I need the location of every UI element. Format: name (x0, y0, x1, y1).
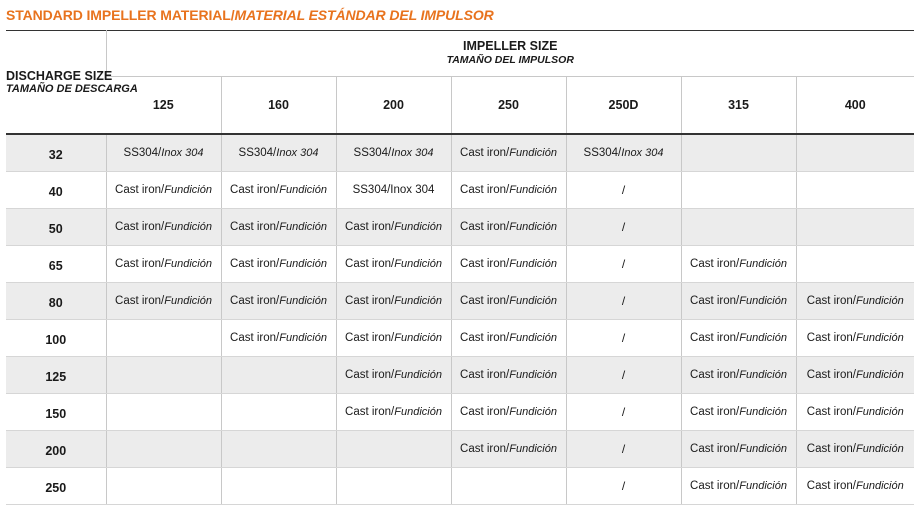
material-english: Cast iron/ (690, 369, 740, 381)
material-cell (336, 209, 451, 246)
material-cell (451, 246, 566, 283)
discharge-size-cell: 50 (6, 209, 106, 246)
material-cell (451, 357, 566, 394)
material-spanish: Fundición (509, 221, 557, 233)
material-cell (796, 357, 914, 394)
material-cell (566, 209, 681, 246)
material-english: Cast iron/ (230, 258, 280, 270)
material-english: Cast iron/ (115, 184, 165, 196)
material-english: Cast iron/ (460, 332, 510, 344)
material-cell (336, 468, 451, 505)
material-spanish: Fundición (509, 258, 557, 270)
table-row (6, 394, 914, 431)
material-cell (106, 468, 221, 505)
material-cell (336, 431, 451, 468)
material-cell (796, 394, 914, 431)
material-cell (796, 246, 914, 283)
material-cell (796, 320, 914, 357)
material-english: / (621, 294, 626, 308)
material-spanish: Fundición (279, 184, 327, 196)
material-spanish: Fundición (856, 369, 904, 381)
discharge-size-label-en: DISCHARGE SIZE (6, 68, 113, 83)
table-row (6, 468, 914, 505)
material-english: Cast iron/ (690, 443, 740, 455)
material-cell (336, 246, 451, 283)
material-cell (796, 431, 914, 468)
material-spanish: Fundición (739, 369, 787, 381)
material-cell (336, 320, 451, 357)
material-cell (106, 394, 221, 431)
material-cell (796, 468, 914, 505)
material-cell (681, 394, 796, 431)
material-spanish: Fundición (394, 406, 442, 418)
material-spanish: Fundición (509, 147, 557, 159)
material-english: Cast iron/ (806, 332, 856, 344)
discharge-size-cell: 80 (6, 283, 106, 320)
material-english: Cast iron/ (460, 184, 510, 196)
material-english: / (621, 442, 626, 456)
discharge-size-cell: 40 (6, 172, 106, 209)
material-cell (221, 283, 336, 320)
material-cell (106, 320, 221, 357)
material-english: Cast iron/ (460, 147, 510, 159)
material-english: Cast iron/ (115, 258, 165, 270)
material-cell (566, 468, 681, 505)
material-spanish: Fundición (856, 406, 904, 418)
material-english: SS304/ (583, 147, 622, 159)
material-spanish: Inox 304 (391, 147, 434, 159)
discharge-size-cell: 125 (6, 357, 106, 394)
table-row (6, 283, 914, 320)
material-english: Cast iron/ (345, 295, 395, 307)
material-cell (221, 431, 336, 468)
material-cell (221, 246, 336, 283)
material-cell (221, 394, 336, 431)
column-header: 250D (566, 76, 681, 134)
material-spanish: Fundición (164, 221, 212, 233)
material-english: Cast iron/ (345, 406, 395, 418)
material-cell (221, 320, 336, 357)
material-spanish: Fundición (739, 258, 787, 270)
material-english: Cast iron/ (230, 221, 280, 233)
material-english: Cast iron/ (806, 295, 856, 307)
discharge-size-cell: 200 (6, 431, 106, 468)
table-title (6, 7, 494, 23)
discharge-size-cell: 65 (6, 246, 106, 283)
material-english: Cast iron/ (690, 480, 740, 492)
material-cell (681, 431, 796, 468)
material-english: Cast iron/ (806, 443, 856, 455)
impeller-size-label-en: IMPELLER SIZE (463, 39, 558, 54)
material-spanish: Fundición (279, 258, 327, 270)
material-cell (796, 283, 914, 320)
material-english: Cast iron/ (806, 406, 856, 418)
column-header: 200 (336, 76, 451, 134)
material-cell (681, 320, 796, 357)
material-cell (566, 394, 681, 431)
material-cell (566, 134, 681, 172)
material-english: Cast iron/ (460, 258, 510, 270)
material-spanish: Fundición (856, 295, 904, 307)
material-english: Cast iron/ (690, 406, 740, 418)
impeller-size-columns (6, 76, 914, 134)
material-cell (566, 246, 681, 283)
material-cell (106, 134, 221, 172)
material-spanish: Inox 304 (276, 147, 319, 159)
material-cell (221, 134, 336, 172)
material-spanish: Fundición (394, 332, 442, 344)
material-spanish: Fundición (279, 332, 327, 344)
discharge-size-cell: 150 (6, 394, 106, 431)
material-cell (451, 209, 566, 246)
material-cell (451, 172, 566, 209)
material-cell (796, 172, 914, 209)
column-header: 160 (221, 76, 336, 134)
material-cell (681, 246, 796, 283)
material-cell (566, 431, 681, 468)
material-english: / (621, 220, 626, 234)
material-english: Cast iron/ (806, 369, 856, 381)
material-cell (221, 468, 336, 505)
material-english: Cast iron/ (115, 221, 165, 233)
material-english: Cast iron/ (345, 332, 395, 344)
material-spanish: Fundición (164, 184, 212, 196)
table-row (6, 357, 914, 394)
material-spanish: Fundición (739, 332, 787, 344)
material-spanish: Fundición (509, 184, 557, 196)
material-spanish: Fundición (394, 295, 442, 307)
material-cell (336, 172, 451, 209)
material-cell (796, 134, 914, 172)
material-spanish: Fundición (856, 332, 904, 344)
material-spanish: Fundición (279, 221, 327, 233)
material-english: Cast iron/ (230, 295, 280, 307)
material-cell (451, 283, 566, 320)
material-spanish: Fundición (509, 295, 557, 307)
material-cell (106, 246, 221, 283)
material-english: / (621, 368, 626, 382)
table-row (6, 134, 914, 172)
column-header: 315 (681, 76, 796, 134)
material-cell (681, 209, 796, 246)
material-cell (451, 320, 566, 357)
material-english: Cast iron/ (230, 184, 280, 196)
table-row (6, 431, 914, 468)
material-cell (221, 209, 336, 246)
column-header: 125 (106, 76, 221, 134)
material-spanish: Fundición (739, 295, 787, 307)
material-english: Cast iron/ (806, 480, 856, 492)
discharge-size-cell: 32 (6, 134, 106, 172)
material-cell (681, 172, 796, 209)
material-english: SS304/ (238, 147, 277, 159)
material-english: Cast iron/ (230, 332, 280, 344)
material-cell (336, 357, 451, 394)
material-spanish: Fundición (856, 443, 904, 455)
material-cell (106, 357, 221, 394)
material-cell (451, 134, 566, 172)
material-english: SS304/Inox 304 (352, 184, 435, 196)
material-cell (566, 283, 681, 320)
table-row (6, 320, 914, 357)
material-cell (336, 283, 451, 320)
material-english: / (621, 405, 626, 419)
column-header: 400 (796, 76, 914, 134)
impeller-size-header (106, 31, 914, 77)
material-english: / (621, 257, 626, 271)
material-cell (681, 357, 796, 394)
material-cell (221, 172, 336, 209)
material-spanish: Fundición (856, 480, 904, 492)
table-row (6, 209, 914, 246)
material-english: Cast iron/ (460, 369, 510, 381)
table-row (6, 246, 914, 283)
material-english: Cast iron/ (690, 258, 740, 270)
discharge-size-label-es: TAMAÑO DE DESCARGA (6, 82, 138, 95)
material-english: Cast iron/ (690, 332, 740, 344)
material-english: SS304/ (123, 147, 162, 159)
impeller-size-label-es: TAMAÑO DEL IMPULSOR (446, 54, 574, 67)
material-spanish: Fundición (394, 258, 442, 270)
discharge-size-cell: 100 (6, 320, 106, 357)
material-cell (106, 209, 221, 246)
material-cell (106, 172, 221, 209)
material-spanish: Fundición (164, 258, 212, 270)
material-english: Cast iron/ (345, 221, 395, 233)
material-english: Cast iron/ (460, 443, 510, 455)
material-cell (796, 209, 914, 246)
material-cell (681, 468, 796, 505)
material-english: / (621, 183, 626, 197)
material-cell (566, 172, 681, 209)
material-cell (106, 431, 221, 468)
discharge-size-header (6, 31, 138, 135)
material-spanish: Fundición (394, 369, 442, 381)
material-spanish: Fundición (739, 406, 787, 418)
material-english: Cast iron/ (460, 221, 510, 233)
material-spanish: Fundición (394, 221, 442, 233)
material-cell (336, 394, 451, 431)
material-cell (336, 134, 451, 172)
material-spanish: Fundición (739, 480, 787, 492)
table-body (6, 134, 914, 505)
material-spanish: Fundición (509, 332, 557, 344)
material-english: Cast iron/ (690, 295, 740, 307)
material-english: SS304/ (353, 147, 392, 159)
material-spanish: Fundición (164, 295, 212, 307)
title-spanish: MATERIAL ESTÁNDAR DEL IMPULSOR (234, 7, 494, 23)
material-spanish: Inox 304 (621, 147, 664, 159)
material-english: / (621, 331, 626, 345)
material-cell (451, 468, 566, 505)
discharge-size-cell: 250 (6, 468, 106, 505)
material-cell (566, 320, 681, 357)
material-cell (681, 283, 796, 320)
material-cell (451, 394, 566, 431)
material-spanish: Inox 304 (161, 147, 204, 159)
material-spanish: Fundición (509, 406, 557, 418)
column-header: 250 (451, 76, 566, 134)
material-english: Cast iron/ (115, 295, 165, 307)
material-spanish: Fundición (739, 443, 787, 455)
material-cell (221, 357, 336, 394)
material-english: / (621, 479, 626, 493)
material-english: Cast iron/ (345, 369, 395, 381)
material-spanish: Fundición (279, 295, 327, 307)
table-row (6, 172, 914, 209)
material-cell (566, 357, 681, 394)
material-cell (451, 431, 566, 468)
material-spanish: Fundición (509, 443, 557, 455)
material-cell (681, 134, 796, 172)
material-english: Cast iron/ (345, 258, 395, 270)
material-english: Cast iron/ (460, 406, 510, 418)
title-english: STANDARD IMPELLER MATERIAL/ (6, 7, 235, 23)
impeller-material-table (6, 30, 914, 505)
material-english: Cast iron/ (460, 295, 510, 307)
material-cell (106, 283, 221, 320)
material-spanish: Fundición (509, 369, 557, 381)
